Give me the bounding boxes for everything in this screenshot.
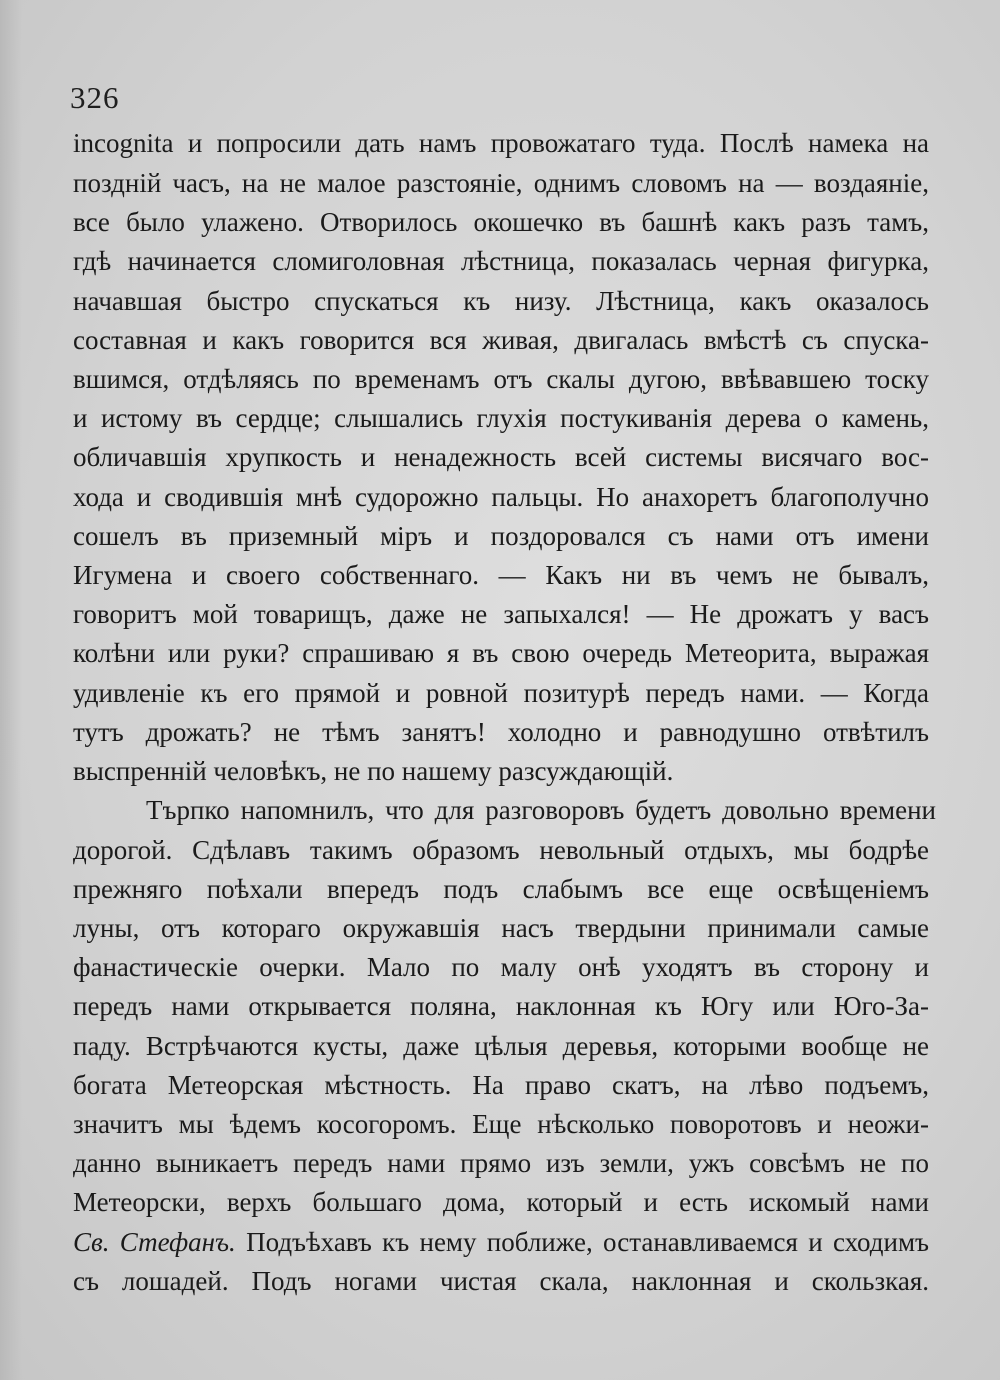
page-number: 326: [70, 80, 120, 115]
italic-place-name: Св. Стефанъ.: [73, 1227, 236, 1257]
text-line: вшимся, отдѣляясь по временамъ отъ скалы дугою, ввѣвавшею тоску: [73, 364, 929, 394]
text-line: передъ нами открывается поляна, наклонная къ Югу или Юго-За-: [73, 991, 929, 1021]
text-line: фанастическіе очерки. Мало по малу онѣ уходятъ въ сторону и: [73, 952, 929, 982]
text-line: поздній часъ, на не малое разстояніе, однимъ словомъ на — воздаяніе,: [73, 168, 929, 198]
text-line: и истому въ сердце; слышались глухія постукиванія дерева о камень,: [73, 403, 929, 433]
text-line: Игумена и своего собственнаго. — Какъ ни въ чемъ не бывалъ,: [73, 560, 929, 590]
text-line: Метеорски, верхъ большаго дома, который и есть искомый нами: [73, 1187, 929, 1217]
text-line: все было улажено. Отворилось окошечко въ башнѣ какъ разъ тамъ,: [73, 207, 929, 237]
text-line: составная и какъ говорится вся живая, двигалась вмѣстѣ съ спуска-: [73, 325, 929, 355]
text-line: съ лошадей. Подъ ногами чистая скала, наклонная и скользкая.: [73, 1266, 929, 1296]
text-line: говоритъ мой товарищъ, даже не запыхался! — Не дрожатъ у васъ: [73, 599, 929, 629]
text-line: прежняго поѣхали впередъ подъ слабымъ все еще освѣщеніемъ: [73, 874, 929, 904]
text-line: выспренній человѣкъ, не по нашему разсуждающій.: [73, 756, 674, 786]
text-line: тутъ дрожать? не тѣмъ занятъ! холодно и равнодушно отвѣтилъ: [73, 717, 929, 747]
text-line: хода и сводившія мнѣ судорожно пальцы. Но анахоретъ благополучно: [73, 482, 929, 512]
text-line: начавшая быстро спускаться къ низу. Лѣстница, какъ оказалось: [73, 286, 929, 316]
text-line: удивленіе къ его прямой и ровной позитурѣ передъ нами. — Когда: [73, 678, 929, 708]
text-line-with-italic-name: [73, 1225, 929, 1259]
text-line: сошелъ въ приземный міръ и поздоровался съ нами отъ имени: [73, 521, 929, 551]
text-line-rest: Подъѣхавъ къ нему поближе, останавливаемся и сходимъ: [246, 1227, 929, 1257]
paragraph-first-line: Търпко напомнилъ, что для разговоровъ будетъ довольно времени: [146, 795, 936, 825]
text-line: данно выникаетъ передъ нами прямо изъ земли, ужъ совсѣмъ не по: [73, 1148, 929, 1178]
text-line: колѣни или руки? спрашиваю я въ свою очередь Метеорита, выражая: [73, 638, 929, 668]
text-line: богата Метеорская мѣстность. На право скатъ, на лѣво подъемъ,: [73, 1070, 929, 1100]
text-line: луны, отъ котораго окружавшія насъ твердыни принимали самые: [73, 913, 929, 943]
text-line: дорогой. Сдѣлавъ такимъ образомъ невольный отдыхъ, мы бодрѣе: [73, 835, 929, 865]
text-line: обличавшія хрупкость и ненадежность всей системы висячаго вос-: [73, 442, 929, 472]
text-line: паду. Встрѣчаются кусты, даже цѣлыя деревья, которыми вообще не: [73, 1031, 929, 1061]
text-line: значитъ мы ѣдемъ косогоромъ. Еще нѣсколько поворотовъ и неожи-: [73, 1109, 929, 1139]
text-line: гдѣ начинается сломиголовная лѣстница, показалась черная фигурка,: [73, 246, 929, 276]
text-line: incognita и попросили дать намъ провожатаго туда. Послѣ намека на: [73, 128, 929, 158]
